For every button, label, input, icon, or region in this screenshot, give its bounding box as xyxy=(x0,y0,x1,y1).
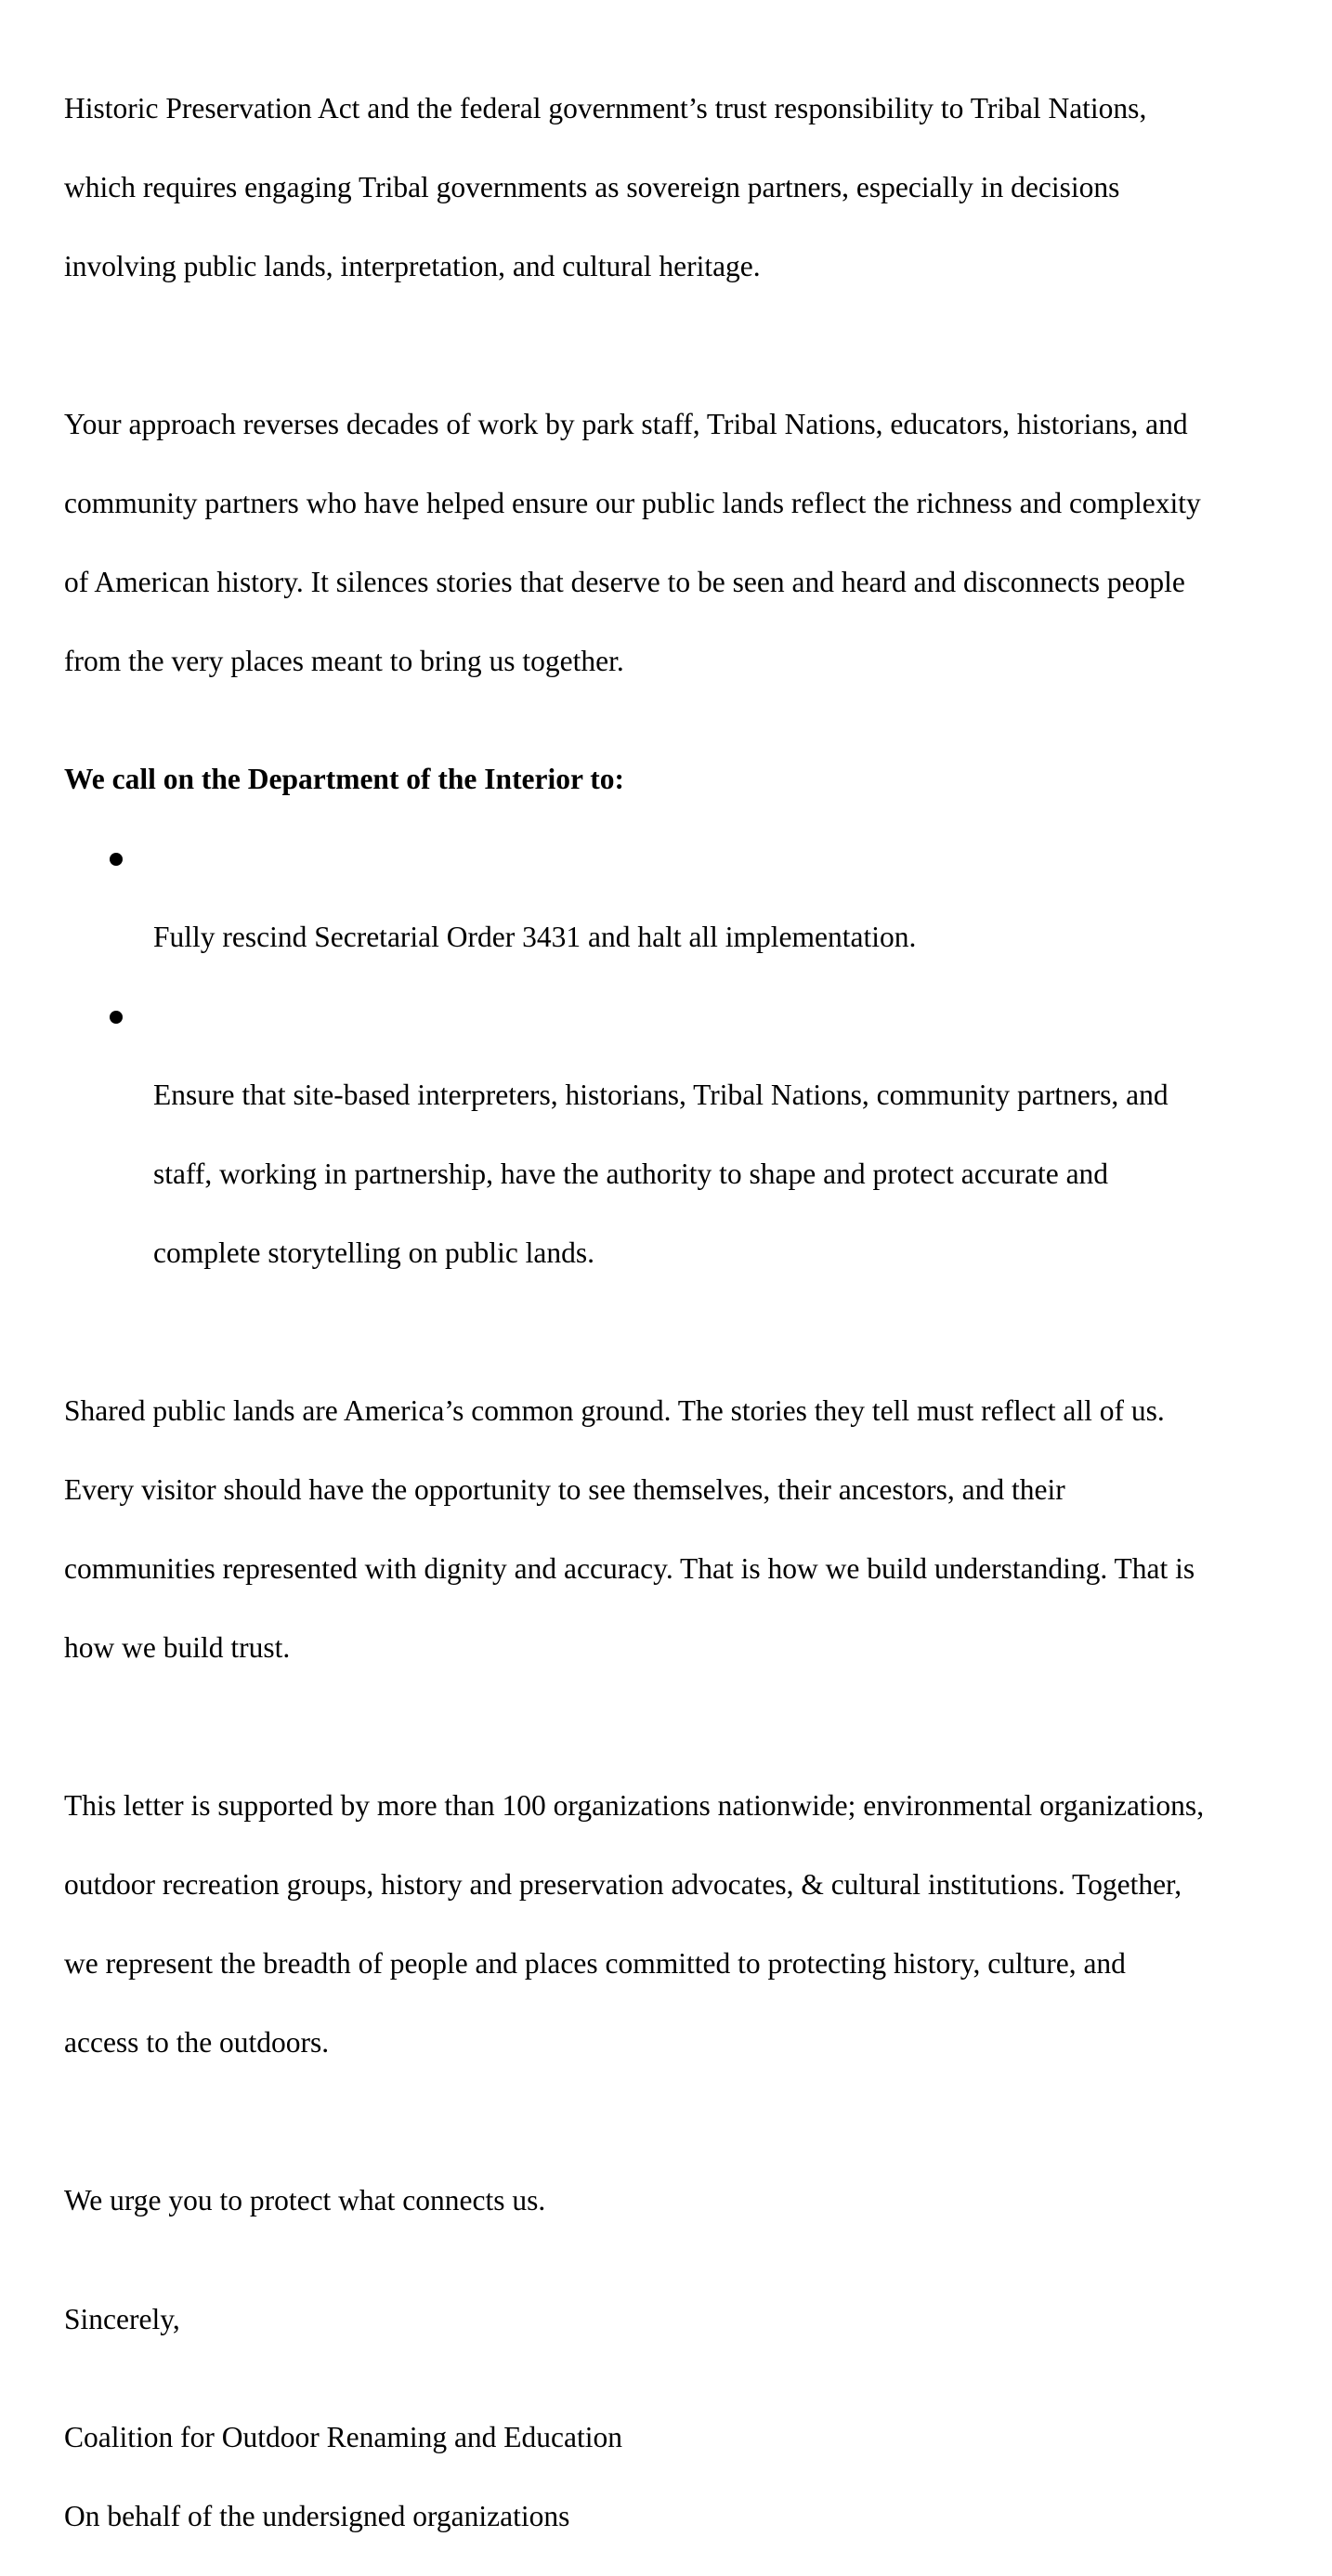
text-line: Every visitor should have the opportunity to see themselves, their ancestors, and their xyxy=(64,1471,1272,1510)
call-to-action-heading: We call on the Department of the Interior to: xyxy=(64,760,1272,800)
text-line: community partners who have helped ensure our public lands reflect the richness and complexity xyxy=(64,484,1272,524)
text-line: Your approach reverses decades of work by park staff, Tribal Nations, educators, historians, and xyxy=(64,405,1272,445)
text-line: we represent the breadth of people and places committed to protecting history, culture, and xyxy=(64,1944,1272,1984)
list-item-ensure-authority xyxy=(64,997,1272,1313)
text-line: involving public lands, interpretation, and cultural heritage. xyxy=(64,247,1272,287)
text-line: of American history. It silences stories that deserve to be seen and heard and disconnects people xyxy=(64,563,1272,603)
text-line: Historic Preservation Act and the federal government’s trust responsibility to Tribal Nations, xyxy=(64,89,1272,129)
bullet-icon xyxy=(110,853,123,866)
text-line: access to the outdoors. xyxy=(64,2023,1272,2063)
text-line: outdoor recreation groups, history and preservation advocates, & cultural institutions. Together, xyxy=(64,1865,1272,1905)
signature-behalf: On behalf of the undersigned organizations xyxy=(64,2497,1272,2537)
list-item-rescind-order xyxy=(64,839,1272,997)
paragraph-supporters xyxy=(64,1747,1272,2103)
text-line: We urge you to protect what connects us. xyxy=(64,2181,1272,2221)
text-line: Fully rescind Secretarial Order 3431 and halt all implementation. xyxy=(153,918,1272,958)
text-line: from the very places meant to bring us together. xyxy=(64,642,1272,682)
paragraph-trust-responsibility xyxy=(64,49,1272,326)
text-line: Shared public lands are America’s common ground. The stories they tell must reflect all of us. xyxy=(64,1392,1272,1432)
closing-salutation: Sincerely, xyxy=(64,2300,1272,2340)
paragraph-urge xyxy=(64,2142,1272,2261)
text-line: communities represented with dignity and accuracy. That is how we build understanding. That is xyxy=(64,1550,1272,1589)
demands-list xyxy=(64,839,1272,1313)
signature-block xyxy=(64,2379,1272,2576)
paragraph-approach-reverses xyxy=(64,365,1272,721)
text-line: which requires engaging Tribal governments as sovereign partners, especially in decisions xyxy=(64,168,1272,208)
text-line: how we build trust. xyxy=(64,1628,1272,1668)
letter-page xyxy=(64,49,1272,2576)
text-line: complete storytelling on public lands. xyxy=(153,1234,1272,1274)
bullet-icon xyxy=(110,1011,123,1024)
text-line: Ensure that site-based interpreters, historians, Tribal Nations, community partners, and xyxy=(153,1076,1272,1116)
signature-organization: Coalition for Outdoor Renaming and Education xyxy=(64,2418,1272,2458)
text-line: staff, working in partnership, have the authority to shape and protect accurate and xyxy=(153,1155,1272,1195)
paragraph-common-ground xyxy=(64,1353,1272,1708)
text-line: This letter is supported by more than 100 organizations nationwide; environmental organizations, xyxy=(64,1786,1272,1826)
